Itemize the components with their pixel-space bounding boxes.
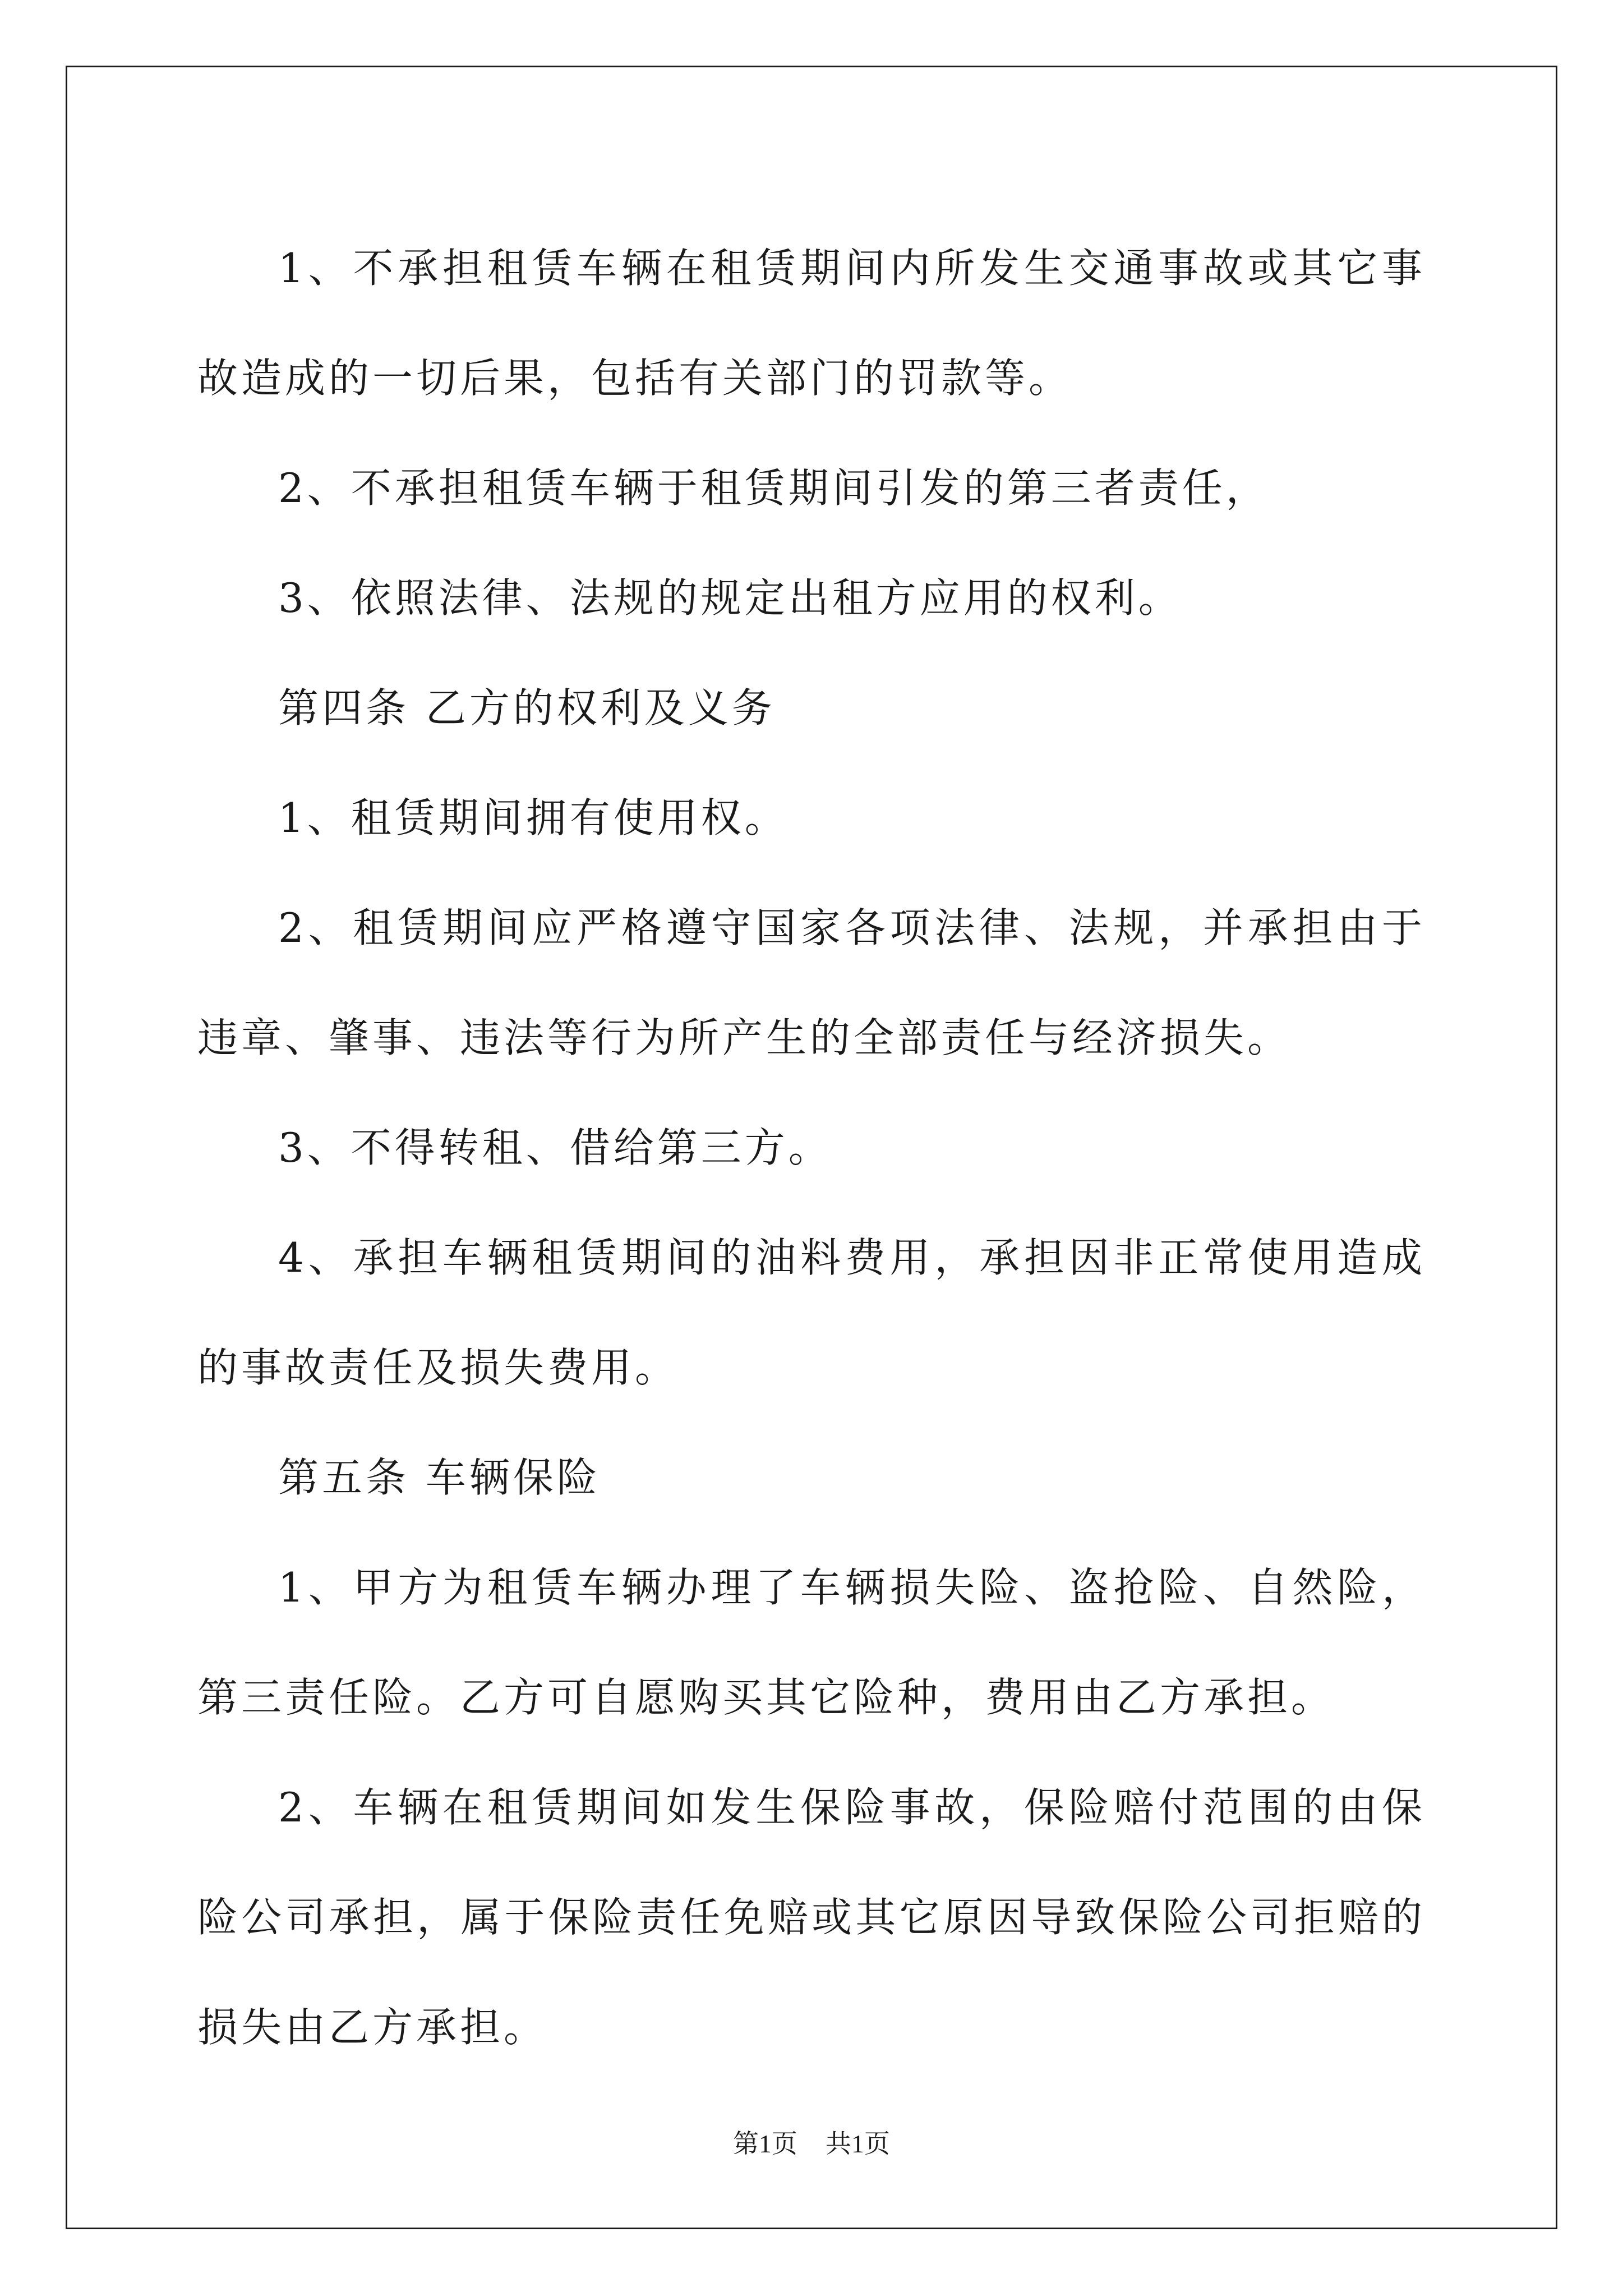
section-heading-4: 第四条 乙方的权利及义务 — [278, 684, 776, 731]
paragraph-3: 3、依照法律、法规的规定出租方应用的权利。 — [278, 574, 1182, 622]
page-number: 第1页 — [733, 2129, 797, 2158]
paragraph-11: 2、车辆在租赁期间如发生保险事故，保险赔付范围的由保险公司承担，属于保险责任免赔或其它原因导致保险公司拒赔的损失由乙方承担。 — [197, 1784, 1426, 2051]
document-body — [197, 213, 1426, 2082]
paragraph-8: 4、承担车辆租赁期间的油料费用，承担因非正常使用造成的事故责任及损失费用。 — [197, 1234, 1426, 1391]
paragraph-5: 1、租赁期间拥有使用权。 — [278, 794, 789, 841]
paragraph-10: 1、甲方为租赁车辆办理了车辆损失险、盗抢险、自然险，第三责任险。乙方可自愿购买其它险种，费用由乙方承担。 — [197, 1564, 1426, 1721]
page-footer — [0, 2123, 1623, 2160]
paragraph-6: 2、租赁期间应严格遵守国家各项法律、法规，并承担由于违章、肇事、违法等行为所产生的全部责任与经济损失。 — [197, 904, 1426, 1061]
paragraph-1: 1、不承担租赁车辆在租赁期间内所发生交通事故或其它事故造成的一切后果，包括有关部门的罚款等。 — [197, 245, 1426, 402]
paragraph-7: 3、不得转租、借给第三方。 — [278, 1124, 832, 1171]
section-heading-5: 第五条 车辆保险 — [278, 1454, 601, 1501]
paragraph-2: 2、不承担租赁车辆于租赁期间引发的第三者责任， — [278, 464, 1270, 512]
page-total: 共1页 — [826, 2129, 890, 2158]
